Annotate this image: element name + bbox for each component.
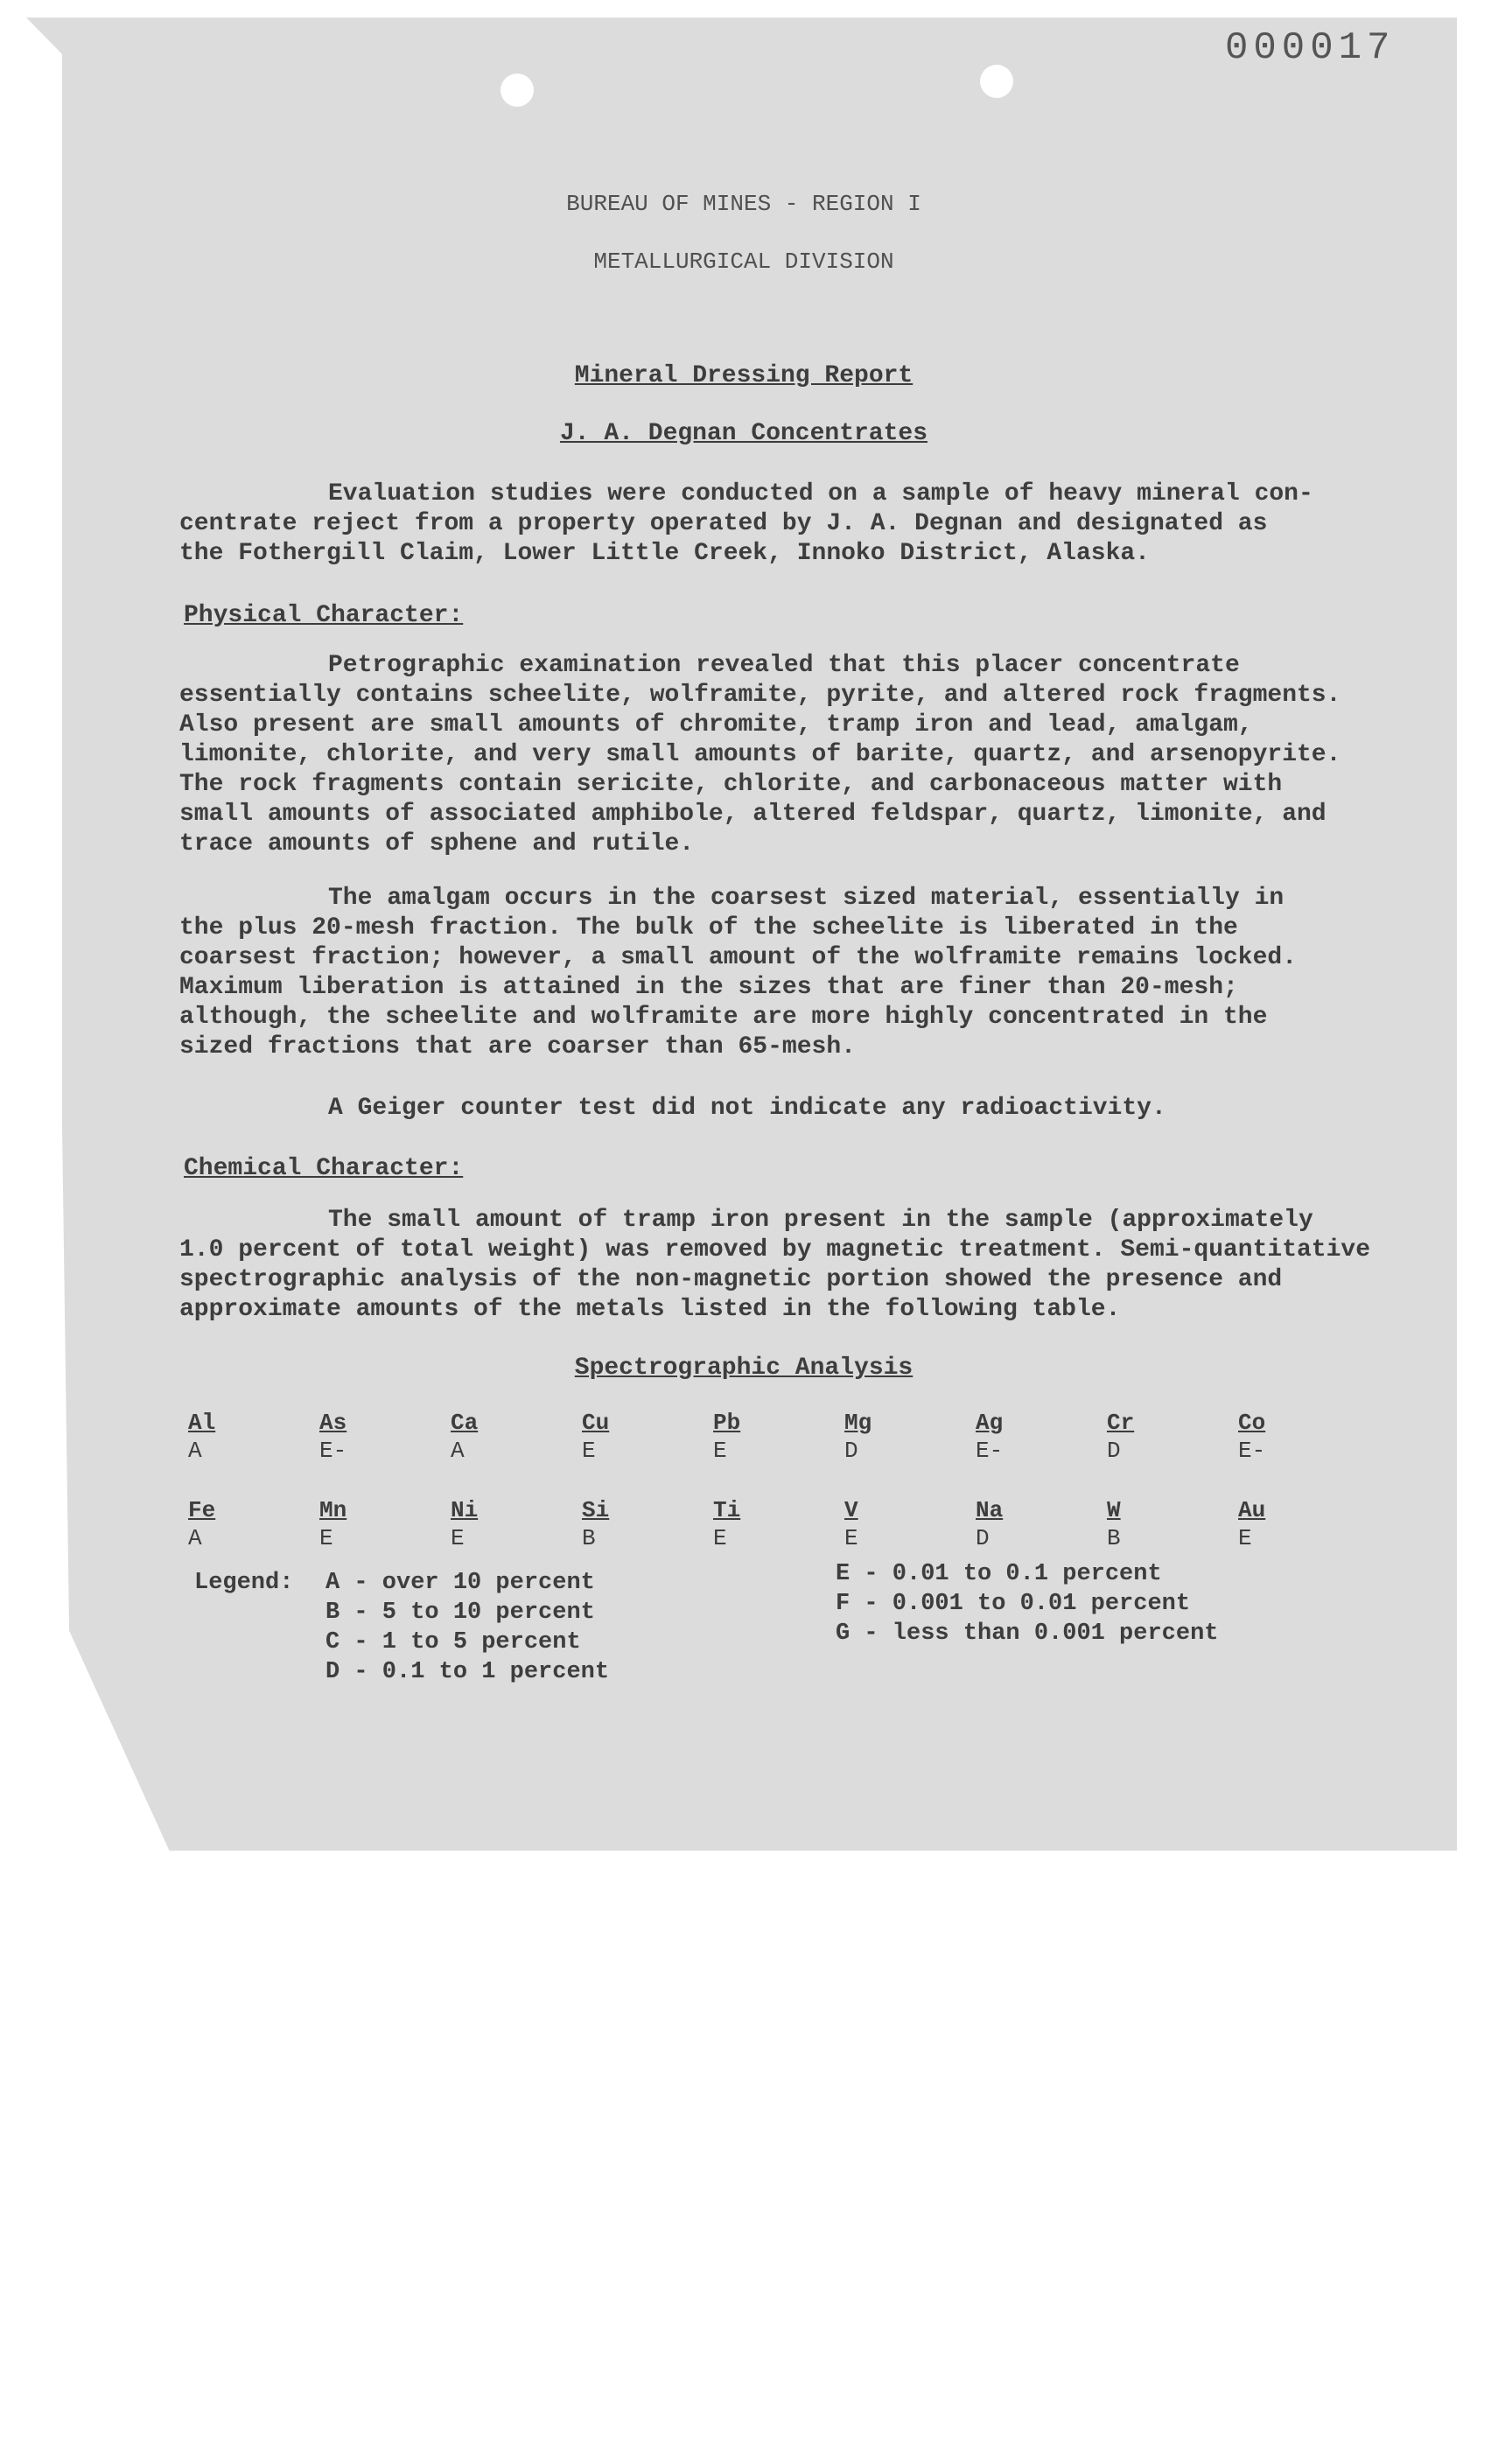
element-symbol: Ni (451, 1497, 479, 1523)
element-grade: E (713, 1525, 727, 1551)
legend-item: G - less than 0.001 percent (836, 1620, 1219, 1647)
element-symbol: Si (582, 1497, 610, 1523)
legend-left (194, 1568, 609, 1687)
element-symbol: Cr (1107, 1410, 1135, 1436)
element-cell (188, 1496, 258, 1552)
element-cell (319, 1496, 389, 1552)
element-grade: E (844, 1525, 858, 1551)
element-symbol: Ti (713, 1497, 741, 1523)
element-grade: A (188, 1525, 202, 1551)
element-cell (1238, 1496, 1308, 1552)
element-cell (582, 1409, 652, 1465)
element-cell (844, 1496, 914, 1552)
element-grade: D (1107, 1438, 1121, 1464)
element-grade: E- (1238, 1438, 1266, 1464)
legend-label: Legend: (194, 1570, 294, 1596)
legend-item: D - 0.1 to 1 percent (326, 1659, 610, 1685)
punch-hole (980, 65, 1013, 98)
element-cell (451, 1496, 521, 1552)
element-symbol: Au (1238, 1497, 1266, 1523)
element-cell (451, 1409, 521, 1465)
element-grade: E (582, 1438, 596, 1464)
element-grade: D (976, 1525, 990, 1551)
element-symbol: Na (976, 1497, 1004, 1523)
physical-paragraph-3: A Geiger counter test did not indicate any radioactivity. (328, 1095, 1166, 1122)
chemical-paragraph: The small amount of tramp iron present in the sample (approximately 1.0 percent of total weight) was removed by magnetic treatment. Semi-quantitative spectrographic analysis of the non-magnetic portion showed the presence and approximate amounts of the metals listed in the following table. (179, 1207, 1371, 1323)
physical-paragraph-2: The amalgam occurs in the coarsest sized material, essentially in the plus 20-mesh fraction. The bulk of the scheelite is liberated in the coarsest fraction; however, a small amount of the wolframite remains locked. Maximum liberation is attained in the sizes that are finer than 20-mesh; although, the scheelite and wolframite are more highly concentrated in the sized fractions that are coarser than 65-mesh. (179, 885, 1298, 1060)
element-cell (976, 1409, 1046, 1465)
element-grade: B (582, 1525, 596, 1551)
element-cell (1107, 1496, 1177, 1552)
element-cell (844, 1409, 914, 1465)
element-symbol: Mg (844, 1410, 872, 1436)
element-grade: B (1107, 1525, 1121, 1551)
element-symbol: Pb (713, 1410, 741, 1436)
element-symbol: Ca (451, 1410, 479, 1436)
element-grade: A (451, 1438, 465, 1464)
intro-paragraph: Evaluation studies were conducted on a sample of heavy mineral con- centrate reject from a property operated by J. A. Degnan and designated as the Fothergill Claim, Lower Little Creek, Innoko District, Alaska. (179, 480, 1313, 567)
analysis-title: Spectrographic Analysis (574, 1354, 914, 1382)
punch-hole (500, 74, 534, 107)
legend-item: A - over 10 percent (326, 1570, 595, 1596)
page-number: 000017 (1225, 26, 1396, 70)
element-cell (582, 1496, 652, 1552)
element-cell (1238, 1409, 1308, 1465)
header-agency: BUREAU OF MINES - REGION I (566, 191, 921, 217)
section-heading-chemical: Chemical Character: (184, 1155, 464, 1182)
header-division: METALLURGICAL DIVISION (593, 248, 894, 275)
report-title: Mineral Dressing Report (574, 362, 914, 389)
element-grade: E (713, 1438, 727, 1464)
element-grade: E (319, 1525, 333, 1551)
element-cell (713, 1409, 783, 1465)
legend-item: B - 5 to 10 percent (326, 1600, 595, 1626)
element-grade: D (844, 1438, 858, 1464)
legend-item: C - 1 to 5 percent (326, 1629, 581, 1656)
element-grade: A (188, 1438, 202, 1464)
legend-item: E - 0.01 to 0.1 percent (836, 1561, 1162, 1587)
spectrographic-table (188, 1409, 1326, 1584)
section-heading-physical: Physical Character: (184, 602, 464, 629)
element-cell (713, 1496, 783, 1552)
element-symbol: Al (188, 1410, 216, 1436)
report-subtitle: J. A. Degnan Concentrates (559, 420, 928, 447)
element-cell (1107, 1409, 1177, 1465)
element-grade: E (1238, 1525, 1252, 1551)
element-symbol: As (319, 1410, 347, 1436)
element-symbol: Ag (976, 1410, 1004, 1436)
element-symbol: Mn (319, 1497, 347, 1523)
element-symbol: W (1107, 1497, 1121, 1523)
element-symbol: Fe (188, 1497, 216, 1523)
legend-right (836, 1559, 1218, 1648)
physical-paragraph-1: Petrographic examination revealed that this placer concentrate essentially contains scheelite, wolframite, pyrite, and altered rock fragments. Also present are small amounts of chromite, tramp iron and lead, amalgam, limonite, chlorite, and very small amounts of barite, quartz, and arsenopyrite. The rock fragments contain sericite, chlorite, and carbonaceous matter with small amounts of associated amphibole, altered feldspar, quartz, limonite, and trace amounts of sphene and rutile. (179, 652, 1341, 858)
element-grade: E (451, 1525, 465, 1551)
element-symbol: Cu (582, 1410, 610, 1436)
element-grade: E- (976, 1438, 1004, 1464)
element-symbol: V (844, 1497, 858, 1523)
element-cell (976, 1496, 1046, 1552)
element-cell (188, 1409, 258, 1465)
element-symbol: Co (1238, 1410, 1266, 1436)
element-cell (319, 1409, 389, 1465)
element-grade: E- (319, 1438, 347, 1464)
element-row (188, 1409, 1326, 1496)
legend-item: F - 0.001 to 0.01 percent (836, 1591, 1191, 1617)
